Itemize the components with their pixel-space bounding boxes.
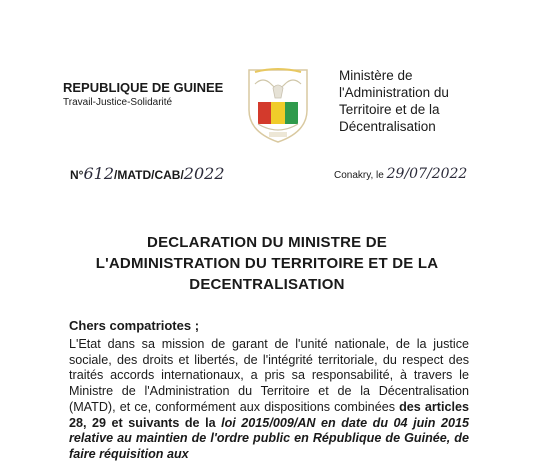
ministry-line: l'Administration du — [339, 85, 449, 100]
republic-name: REPUBLIQUE DE GUINEE — [63, 80, 224, 95]
paragraph-law-reference: loi 2015/009/AN en date du 04 juin 2015 relative au maintien de — [69, 415, 469, 446]
ministry-line: Ministère de — [339, 68, 413, 83]
document-title — [20, 232, 514, 295]
paragraph-cut-line: l'ordre public en République de Guinée, de faire réquisition aux — [69, 431, 469, 461]
title-line: DECENTRALISATION — [189, 276, 345, 293]
reference-prefix: N° — [70, 168, 84, 182]
paragraph-text: L'Etat dans sa mission de garant de l'unité nationale, de la justice sociale, des droits et libertés, de l'intégrité territoriale, du respect des traités accords internationaux, a pris sa responsabilité, à travers le Ministre de l'Administration du Territoire et de la Décentralisation (MATD), et ce, conformément aux dispositions combinées — [69, 337, 469, 414]
title-line: DECLARATION DU MINISTRE DE — [147, 234, 387, 251]
document-date — [334, 166, 467, 182]
ministry-line: Territoire et de la — [339, 102, 440, 117]
date-place: Conakry, le — [334, 170, 384, 181]
date-handwritten: 29/07/2022 — [386, 166, 468, 182]
republic-motto: Travail-Justice-Solidarité — [63, 97, 173, 108]
coat-of-arms-icon — [243, 62, 313, 144]
salutation: Chers compatriotes ; — [69, 318, 200, 333]
reference-code: /MATD/CAB/ — [114, 168, 184, 182]
title-line: L'ADMINISTRATION DU TERRITOIRE ET DE LA — [95, 255, 439, 272]
reference-handwritten-number: 612 — [83, 164, 115, 183]
body-paragraph — [69, 337, 469, 463]
ministry-line: Décentralisation — [339, 119, 436, 134]
reference-handwritten-year: 2022 — [183, 164, 225, 183]
paragraph-bold-reference: des articles 28, 29 et suivants de la — [69, 399, 469, 430]
ministry-name — [339, 67, 449, 135]
reference-number — [70, 164, 225, 183]
